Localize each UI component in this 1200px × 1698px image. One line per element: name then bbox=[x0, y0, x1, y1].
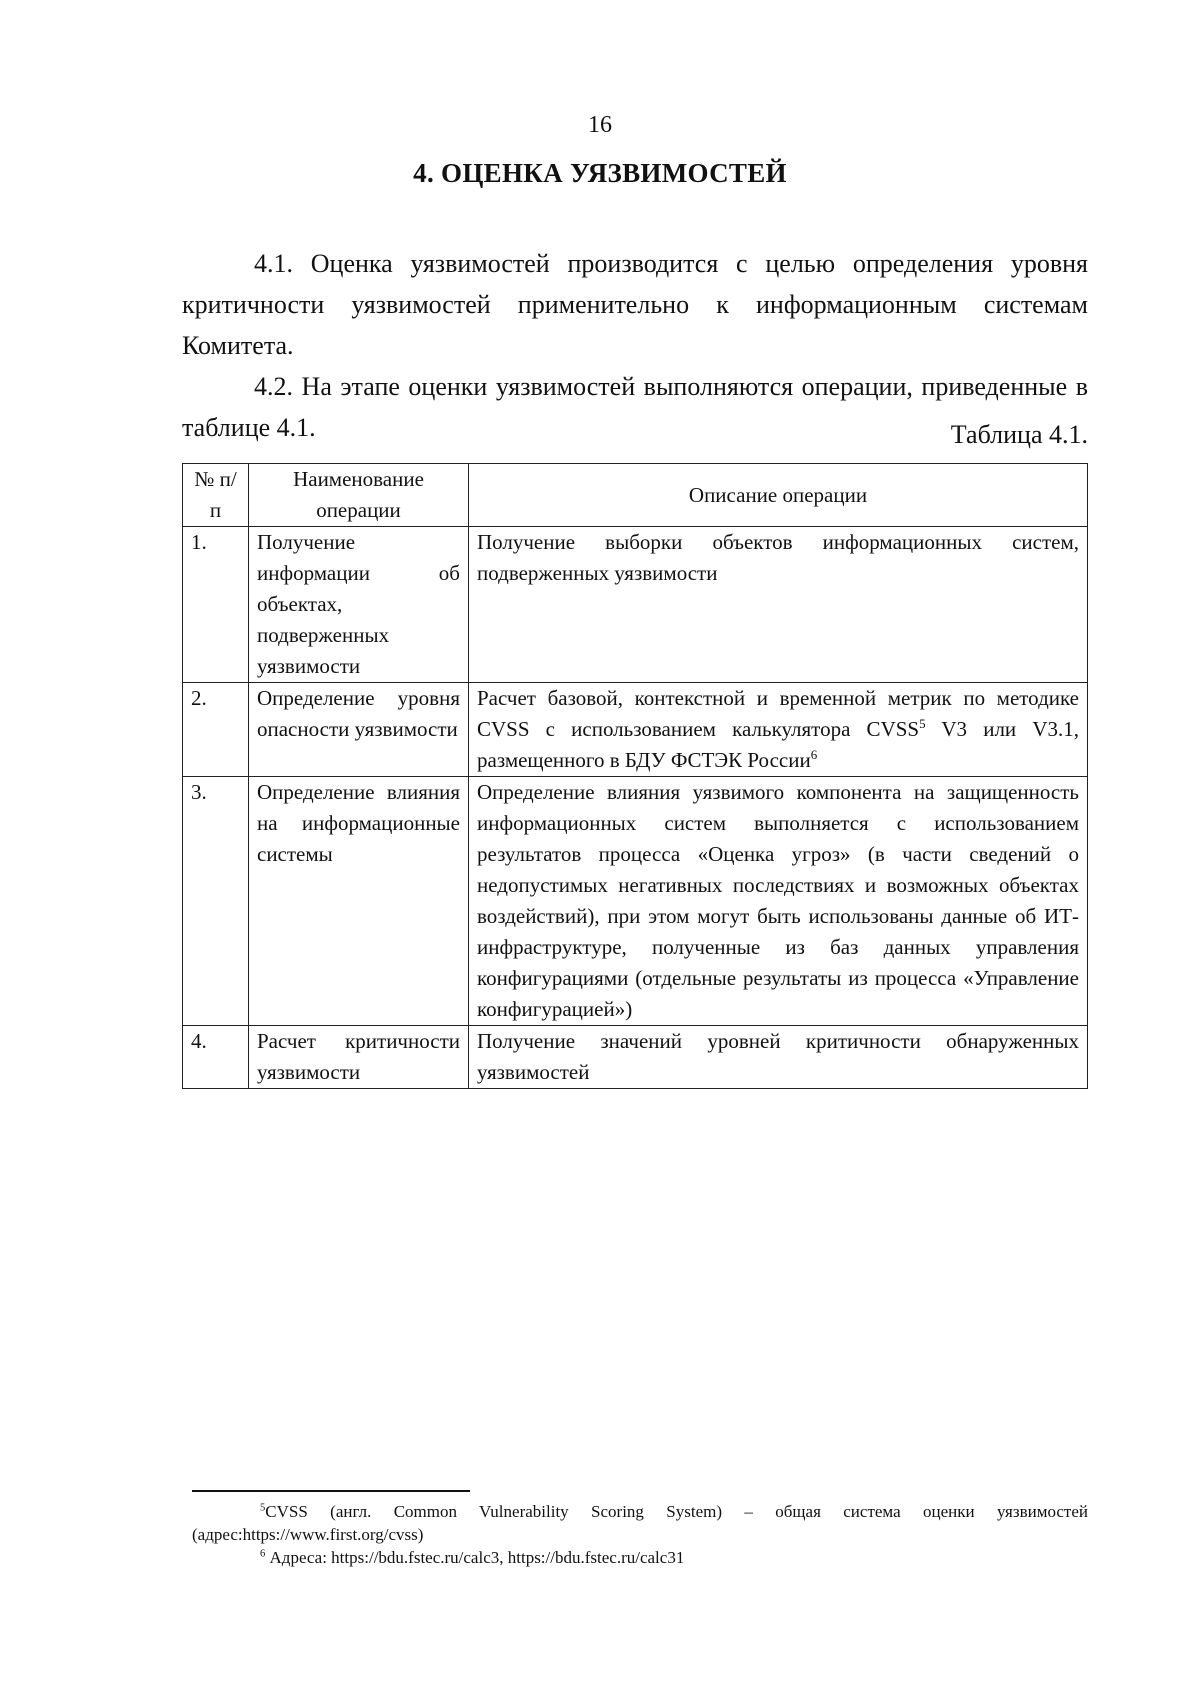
row-desc: Получение выборки объектов информационных систем, подверженных уязвимости bbox=[469, 527, 1088, 683]
paragraph-4-2: 4.2. На этапе оценки уязвимостей выполняются операции, приведенные в таблице 4.1. bbox=[182, 372, 1088, 442]
table-row bbox=[183, 1026, 1088, 1089]
table-row bbox=[183, 777, 1088, 1026]
row-num: 2. bbox=[183, 683, 249, 777]
row-num: 4. bbox=[183, 1026, 249, 1089]
row-name: Определение влияния на информационные системы bbox=[249, 777, 469, 1026]
row-name: Получение информации об объектах, подверженных уязвимости bbox=[249, 527, 469, 683]
header-num: № п/п bbox=[183, 464, 249, 527]
paragraph-4-1: 4.1. Оценка уязвимостей производится с целью определения уровня критичности уязвимостей применительно к информационным системам Комитета. bbox=[182, 249, 1088, 360]
footnote-ref: 5 bbox=[919, 716, 926, 731]
header-name: Наименование операции bbox=[249, 464, 469, 527]
page-number: 16 bbox=[588, 112, 612, 138]
footnote-mark: 5 bbox=[260, 1502, 266, 1514]
footnote-ref: 6 bbox=[810, 747, 818, 762]
table-row bbox=[183, 683, 1088, 777]
row-desc: Получение значений уровней критичности обнаруженных уязвимостей bbox=[469, 1026, 1088, 1089]
table-row bbox=[183, 527, 1088, 683]
row-desc: Определение влияния уязвимого компонента на защищенность информационных систем выполняется с использованием результатов процесса «Оценка угроз» (в части сведений о недопустимых негативных последствиях и возможных объектах воздействий), при этом могут быть использованы данные об ИТ-инфраструктуре, полученные из баз данных управления конфигурациями (отдельные результаты из процесса «Управление конфигурацией») bbox=[469, 777, 1088, 1026]
footnote-text: Адреса: https://bdu.fstec.ru/calc3, https://bdu.fstec.ru/calc31 bbox=[269, 1548, 685, 1567]
table-caption: Таблица 4.1. bbox=[950, 420, 1088, 449]
footnote-mark: 6 bbox=[260, 1548, 266, 1560]
table-header-row bbox=[183, 464, 1088, 527]
footnotes bbox=[192, 1500, 1088, 1569]
row-name: Расчет критичности уязвимости bbox=[249, 1026, 469, 1089]
row-desc-part: V3 или V3.1, размещенного в БДУ ФСТЭК России bbox=[477, 717, 1079, 772]
row-desc-part: Расчет базовой, контекстной и временной метрик по методике CVSS с использованием калькулятора CVSS bbox=[477, 686, 1079, 741]
row-name: Определение уровня опасности уязвимости bbox=[249, 683, 469, 777]
row-desc bbox=[469, 683, 1088, 777]
header-desc: Описание операции bbox=[469, 464, 1088, 527]
footnote bbox=[192, 1500, 1088, 1546]
row-num: 3. bbox=[183, 777, 249, 1026]
footnote-text: CVSS (англ. Common Vulnerability Scoring System) – общая система оценки уязвимостей (адрес:https://www.first.org/cvss) bbox=[192, 1502, 1088, 1544]
operations-table bbox=[182, 463, 1088, 1089]
footnote bbox=[192, 1546, 1088, 1569]
section-title: 4. ОЦЕНКА УЯЗВИМОСТЕЙ bbox=[413, 158, 787, 188]
footnote-separator bbox=[192, 1490, 470, 1492]
row-num: 1. bbox=[183, 527, 249, 683]
